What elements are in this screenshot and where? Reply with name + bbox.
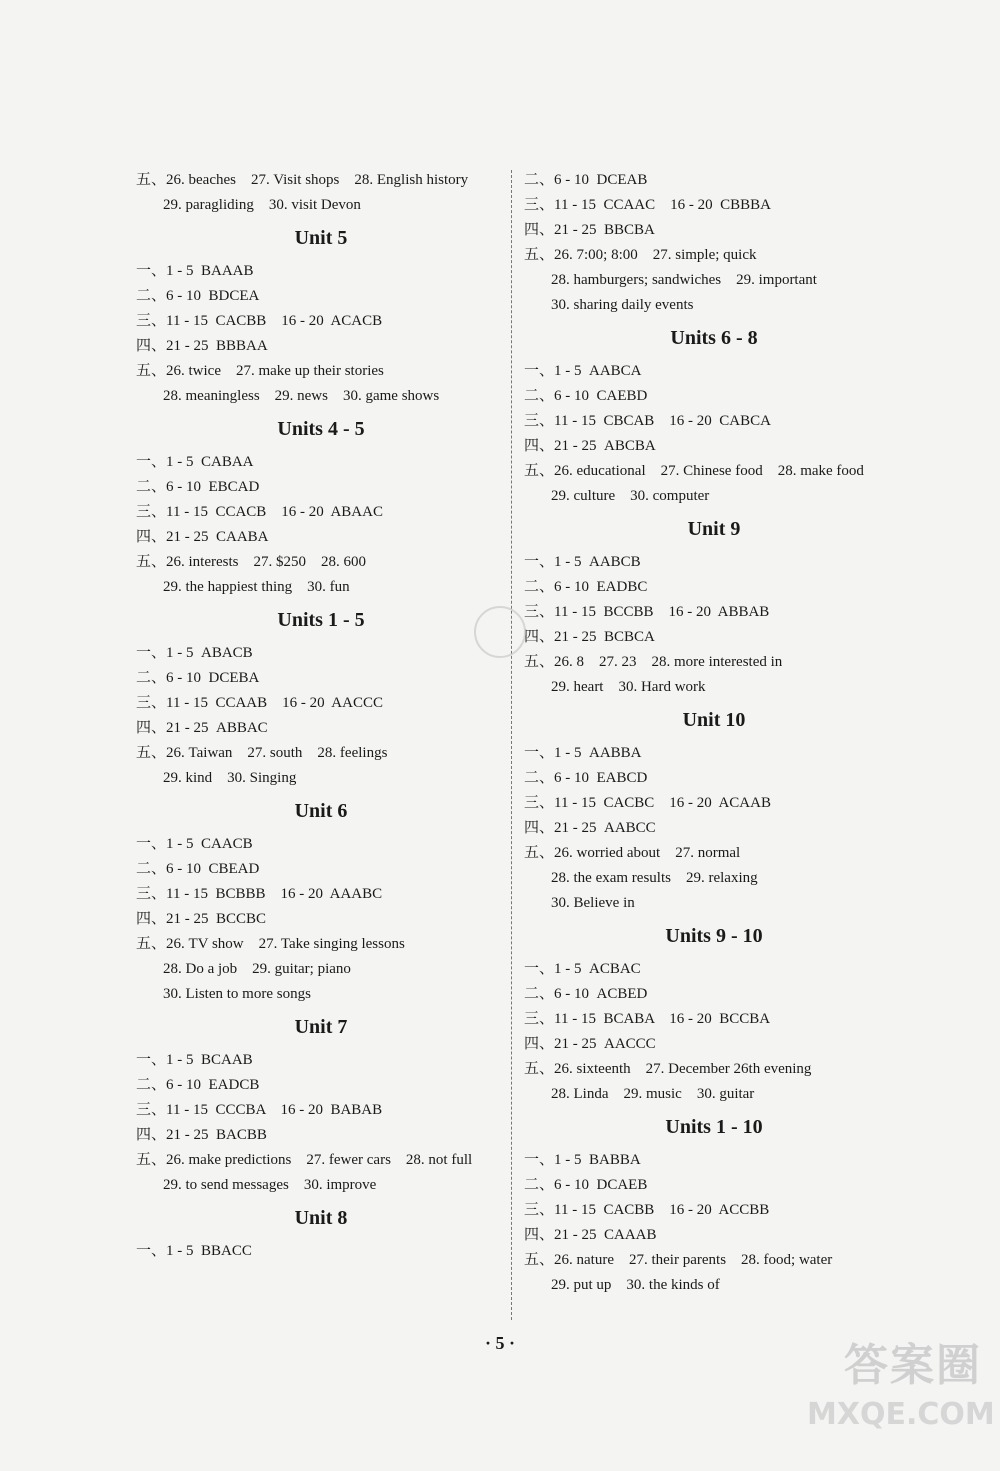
answer-line: 五、26. 7:00; 8:00 27. simple; quick [524, 247, 757, 263]
answer-line: 四、21 - 25 CAAAB [524, 1227, 657, 1243]
answer-line: 四、21 - 25 CAABA [136, 529, 269, 545]
answer-line: 一、1 - 5 BCAAB [136, 1052, 253, 1068]
answer-line: 二、6 - 10 DCAEB [524, 1177, 648, 1193]
answer-line: 28. meaningless 29. news 30. game shows [163, 388, 440, 404]
answer-line: 29. the happiest thing 30. fun [163, 579, 350, 595]
answer-line: 三、11 - 15 CCAAB 16 - 20 AACCC [136, 695, 383, 711]
watermark-url: MXQE.COM [807, 1397, 995, 1432]
answer-line: 二、6 - 10 ACBED [524, 986, 648, 1002]
answer-line: 二、6 - 10 DCEBA [136, 670, 260, 686]
answer-line: 四、21 - 25 BCCBC [136, 911, 267, 927]
right-answer-column [524, 168, 904, 1298]
answer-line: 28. the exam results 29. relaxing [551, 870, 758, 886]
answer-line: 29. heart 30. Hard work [551, 679, 706, 695]
answer-line: 二、6 - 10 CAEBD [524, 388, 648, 404]
answer-line: 28. Linda 29. music 30. guitar [551, 1086, 755, 1102]
answer-line: 一、1 - 5 AABCA [524, 363, 642, 379]
answer-line: 五、26. 8 27. 23 28. more interested in [524, 654, 783, 670]
answer-line: 四、21 - 25 BBBAA [136, 338, 268, 354]
section-heading: Unit 6 [294, 800, 348, 822]
answer-line: 一、1 - 5 BBACC [136, 1243, 252, 1259]
answer-line: 五、26. twice 27. make up their stories [136, 363, 384, 379]
section-heading: Unit 7 [294, 1016, 348, 1038]
answer-line: 三、11 - 15 BCCBB 16 - 20 ABBAB [524, 604, 770, 620]
answer-line: 29. to send messages 30. improve [163, 1177, 377, 1193]
answer-line: 29. kind 30. Singing [163, 770, 297, 786]
answer-line: 四、21 - 25 BCBCA [524, 629, 655, 645]
answer-line: 三、11 - 15 CCCBA 16 - 20 BABAB [136, 1102, 383, 1118]
page-number: · 5 · [484, 1333, 515, 1353]
answer-line: 四、21 - 25 AABCC [524, 820, 656, 836]
answer-line: 28. Do a job 29. guitar; piano [163, 961, 351, 977]
section-heading: Unit 10 [682, 709, 746, 731]
section-heading: Units 1 - 10 [665, 1116, 763, 1138]
answer-line: 三、11 - 15 CCAAC 16 - 20 CBBBA [524, 197, 771, 213]
answer-line: 三、11 - 15 CCACB 16 - 20 ABAAC [136, 504, 383, 520]
answer-line: 二、6 - 10 CBEAD [136, 861, 260, 877]
answer-line: 五、26. interests 27. $250 28. 600 [136, 554, 366, 570]
section-heading: Units 6 - 8 [670, 327, 758, 349]
answer-line: 四、21 - 25 ABCBA [524, 438, 656, 454]
answer-line: 五、26. educational 27. Chinese food 28. make food [524, 463, 864, 479]
answer-line: 三、11 - 15 CACBB 16 - 20 ACACB [136, 313, 383, 329]
answer-line: 四、21 - 25 ABBAC [136, 720, 268, 736]
answer-line: 一、1 - 5 CABAA [136, 454, 254, 470]
answer-line: 五、26. worried about 27. normal [524, 845, 741, 861]
answer-line: 30. sharing daily events [551, 297, 694, 313]
answer-line: 30. Believe in [551, 895, 635, 911]
answer-line: 二、6 - 10 EADCB [136, 1077, 260, 1093]
answer-line: 29. paragliding 30. visit Devon [163, 197, 361, 213]
answer-line: 28. hamburgers; sandwiches 29. important [551, 272, 817, 288]
answer-line: 二、6 - 10 EADBC [524, 579, 648, 595]
answer-line: 二、6 - 10 DCEAB [524, 172, 648, 188]
answer-line: 一、1 - 5 AABBA [524, 745, 642, 761]
answer-line: 一、1 - 5 ACBAC [524, 961, 641, 977]
column-divider [511, 170, 512, 1320]
section-heading: Units 9 - 10 [665, 925, 763, 947]
section-heading: Units 4 - 5 [277, 418, 365, 440]
answer-line: 30. Listen to more songs [163, 986, 311, 1002]
left-answer-column [136, 168, 506, 1264]
faint-stamp-mark [474, 606, 526, 658]
answer-line: 三、11 - 15 CACBC 16 - 20 ACAAB [524, 795, 771, 811]
answer-line: 五、26. Taiwan 27. south 28. feelings [136, 745, 388, 761]
answer-line: 五、26. nature 27. their parents 28. food; water [524, 1252, 833, 1268]
watermark [807, 1337, 995, 1457]
answer-line: 二、6 - 10 EABCD [524, 770, 648, 786]
answer-line: 五、26. beaches 27. Visit shops 28. English history [136, 172, 469, 188]
section-heading: Unit 9 [687, 518, 741, 540]
answer-line: 四、21 - 25 BBCBA [524, 222, 655, 238]
answer-line: 二、6 - 10 EBCAD [136, 479, 260, 495]
answer-line: 四、21 - 25 AACCC [524, 1036, 656, 1052]
answer-line: 二、6 - 10 BDCEA [136, 288, 260, 304]
answer-line: 三、11 - 15 CACBB 16 - 20 ACCBB [524, 1202, 770, 1218]
answer-line: 一、1 - 5 BAAAB [136, 263, 254, 279]
answer-line: 29. put up 30. the kinds of [551, 1277, 720, 1293]
answer-line: 一、1 - 5 ABACB [136, 645, 253, 661]
answer-line: 五、26. sixteenth 27. December 26th evening [524, 1061, 812, 1077]
section-heading: Units 1 - 5 [277, 609, 365, 631]
answer-line: 一、1 - 5 BABBA [524, 1152, 641, 1168]
section-heading: Unit 5 [294, 227, 348, 249]
answer-line: 一、1 - 5 AABCB [524, 554, 641, 570]
answer-line: 一、1 - 5 CAACB [136, 836, 253, 852]
answer-line: 三、11 - 15 BCABA 16 - 20 BCCBA [524, 1011, 771, 1027]
answer-line: 三、11 - 15 CBCAB 16 - 20 CABCA [524, 413, 771, 429]
answer-line: 29. culture 30. computer [551, 488, 710, 504]
answer-line: 五、26. make predictions 27. fewer cars 28. not full [136, 1152, 473, 1168]
answer-line: 三、11 - 15 BCBBB 16 - 20 AAABC [136, 886, 383, 902]
answer-line: 四、21 - 25 BACBB [136, 1127, 267, 1143]
section-heading: Unit 8 [294, 1207, 348, 1229]
answer-line: 五、26. TV show 27. Take singing lessons [136, 936, 405, 952]
watermark-logo: 答案圈 [844, 1340, 982, 1391]
